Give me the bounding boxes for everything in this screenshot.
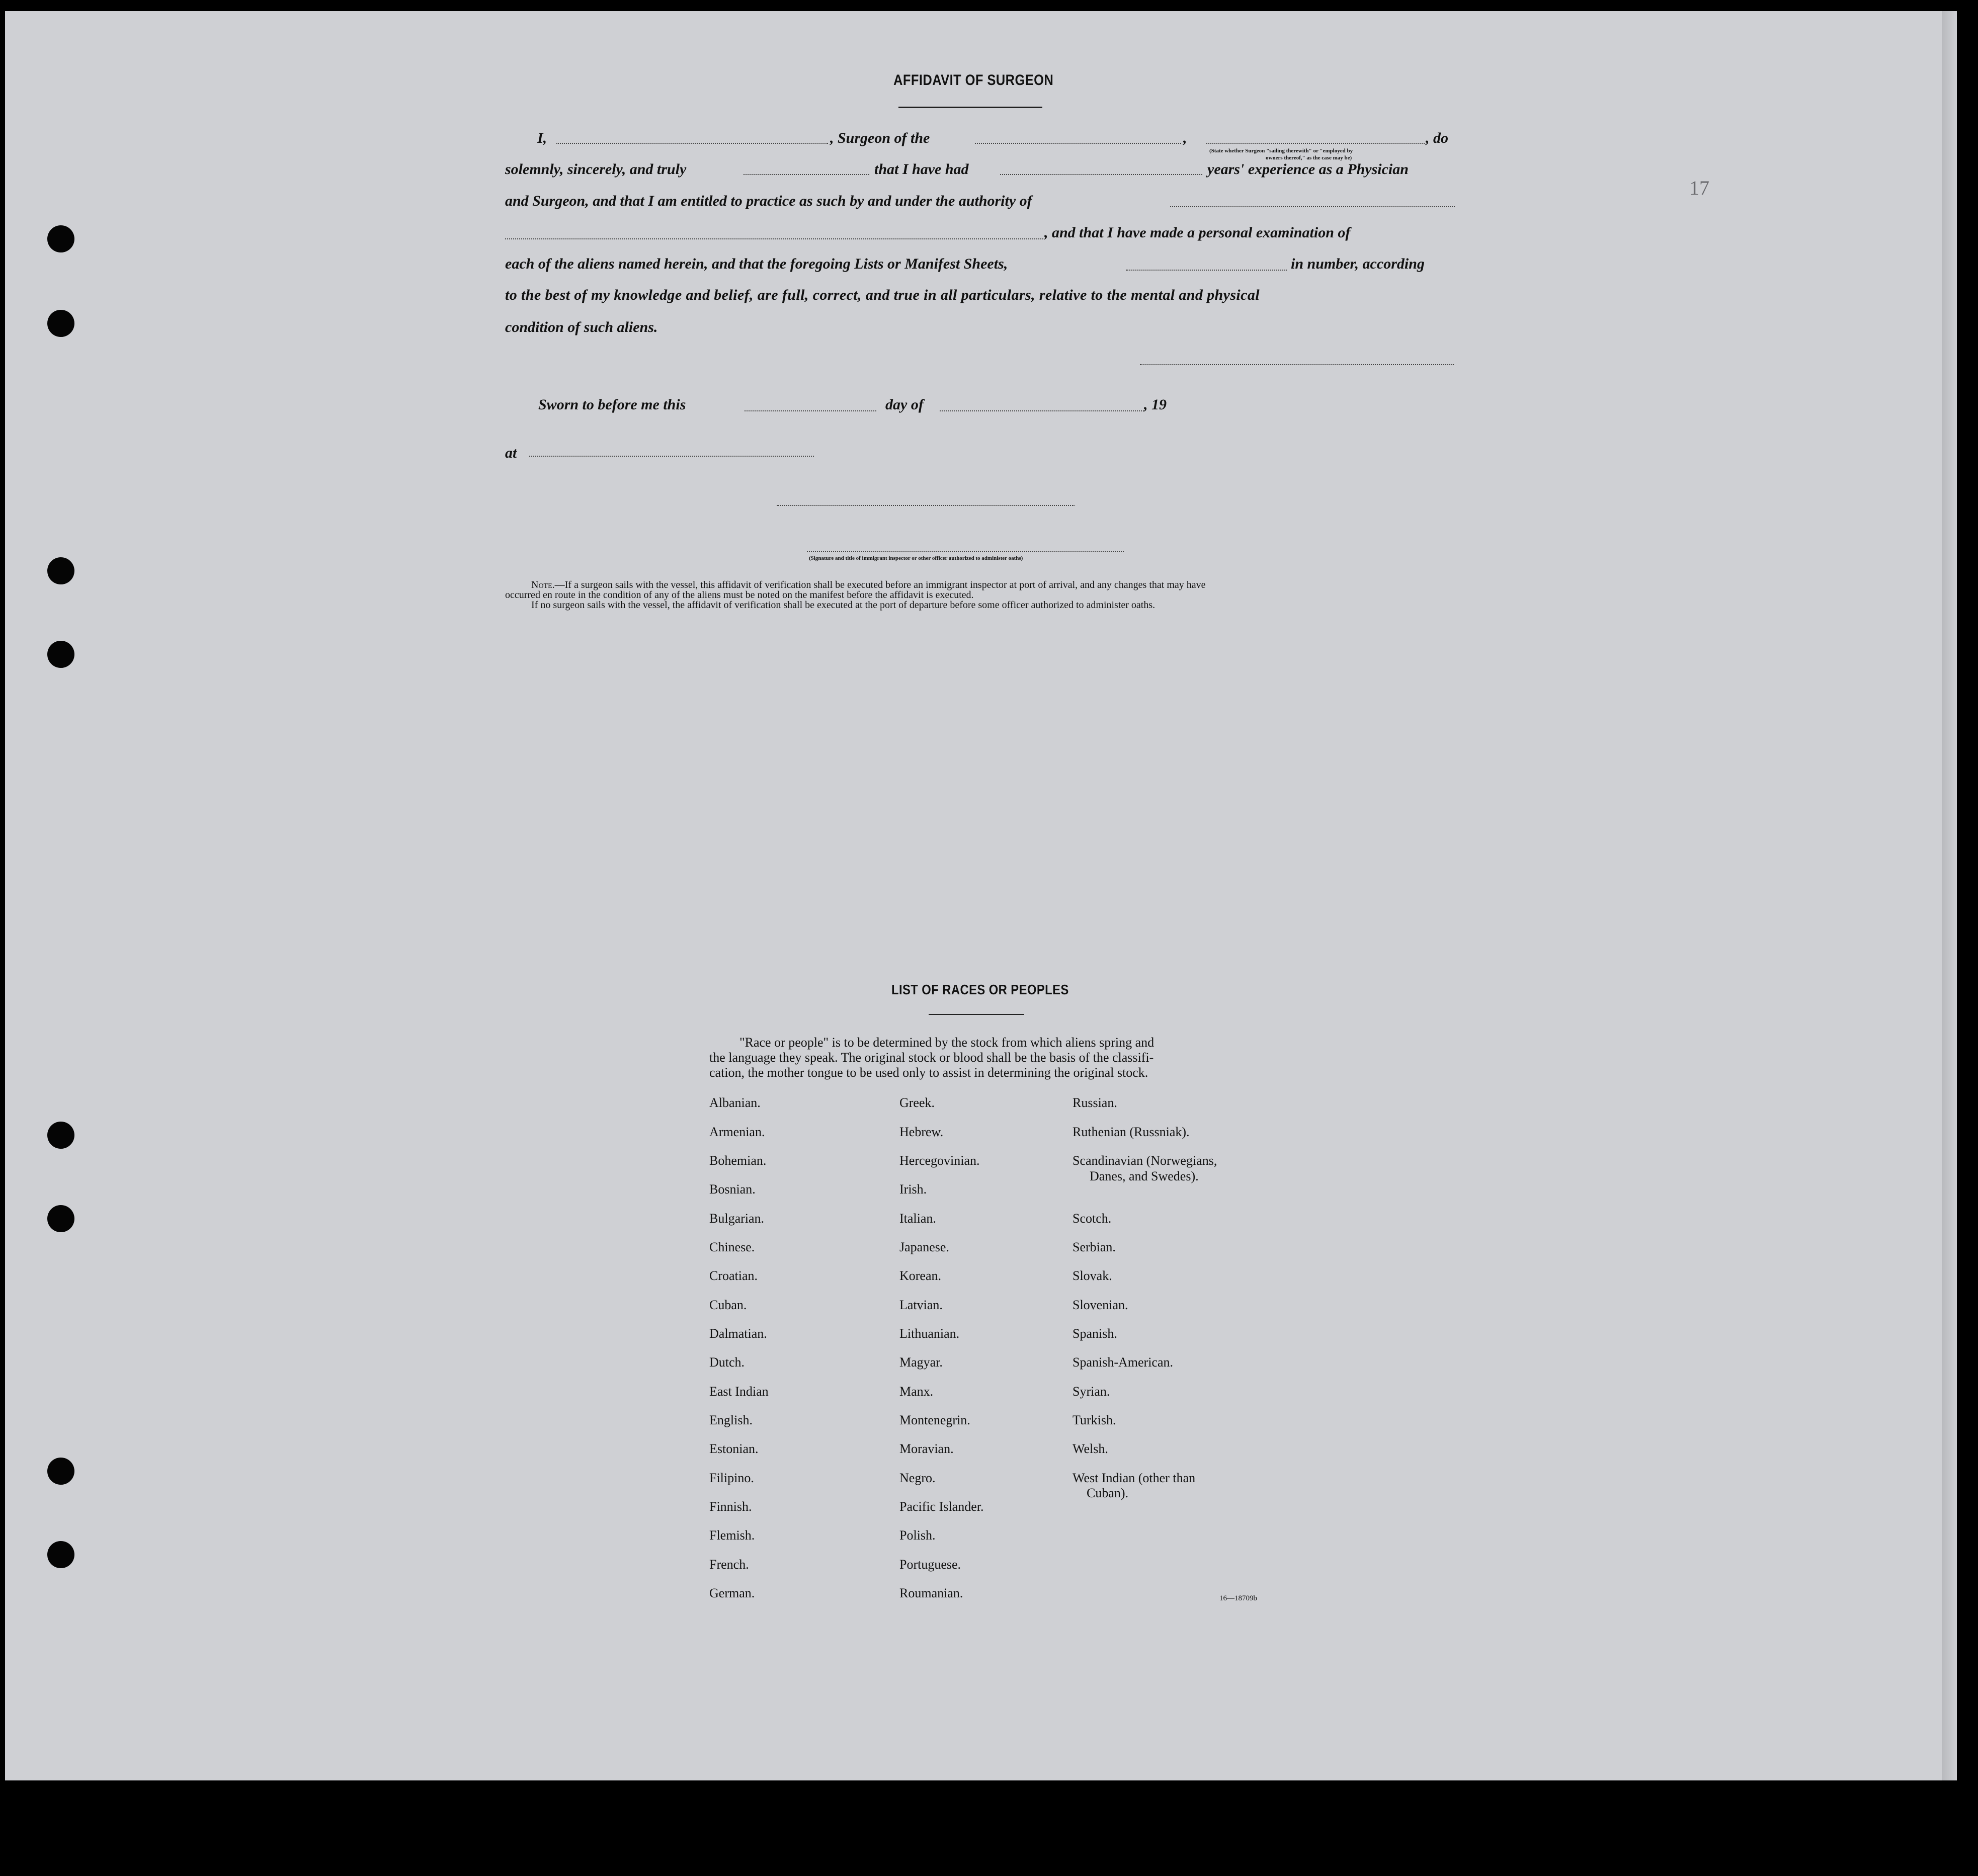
race-item: Filipino. bbox=[709, 1471, 754, 1485]
officer-signature-field[interactable] bbox=[777, 505, 1075, 506]
affidavit-line1-surgeon: , Surgeon of the bbox=[830, 130, 930, 146]
race-item: Turkish. bbox=[1073, 1413, 1116, 1427]
binder-hole bbox=[47, 225, 74, 252]
race-item: Magyar. bbox=[899, 1355, 943, 1370]
vessel-name-field[interactable] bbox=[975, 143, 1181, 144]
affidavit-line7: condition of such aliens. bbox=[505, 319, 658, 335]
affidavit-line1-i: I, bbox=[537, 130, 547, 146]
binder-hole bbox=[47, 1205, 74, 1232]
affidavit-line2-had: that I have had bbox=[874, 161, 969, 178]
race-item: Serbian. bbox=[1073, 1240, 1116, 1254]
race-item: Scandinavian (Norwegians, bbox=[1073, 1153, 1217, 1168]
race-item: Bohemian. bbox=[709, 1153, 767, 1168]
form-page bbox=[5, 11, 1951, 1780]
affidavit-line2-solemnly: solemnly, sincerely, and truly bbox=[505, 161, 687, 178]
race-item: Ruthenian (Russniak). bbox=[1073, 1125, 1190, 1139]
race-item: Moravian. bbox=[899, 1441, 954, 1456]
races-intro-1: "Race or people" is to be determined by the stock from which aliens spring and bbox=[739, 1035, 1155, 1050]
authority-field[interactable] bbox=[1170, 206, 1455, 207]
affidavit-line1-comma: , bbox=[1183, 130, 1187, 146]
race-item: Dutch. bbox=[709, 1355, 745, 1370]
affidavit-line3: and Surgeon, and that I am entitled to practice as such by and under the authority of bbox=[505, 193, 1032, 209]
race-item: Danes, and Swedes). bbox=[1090, 1169, 1199, 1183]
race-item: Latvian. bbox=[899, 1298, 943, 1312]
race-item: Roumanian. bbox=[899, 1586, 963, 1600]
race-item: Syrian. bbox=[1073, 1384, 1110, 1399]
sworn-place-field[interactable] bbox=[529, 456, 814, 457]
affidavit-note-line3: If no surgeon sails with the vessel, the affidavit of verification shall be executed at the port of departure before some officer authorized to administer oaths. bbox=[531, 600, 1156, 611]
race-item: Estonian. bbox=[709, 1441, 759, 1456]
race-item: Chinese. bbox=[709, 1240, 755, 1254]
race-item: Albanian. bbox=[709, 1095, 761, 1110]
surgeon-status-field[interactable] bbox=[1206, 143, 1425, 144]
race-item: German. bbox=[709, 1586, 755, 1600]
affidavit-line2-years: years' experience as a Physician bbox=[1207, 161, 1409, 178]
race-item: English. bbox=[709, 1413, 753, 1427]
form-number: 16—18709b bbox=[1219, 1594, 1257, 1602]
years-experience-field[interactable] bbox=[1000, 174, 1202, 175]
race-item: Irish. bbox=[899, 1182, 927, 1197]
title-underline bbox=[898, 107, 1042, 108]
race-item: Russian. bbox=[1073, 1095, 1117, 1110]
binder-hole bbox=[47, 557, 74, 584]
race-item: Portuguese. bbox=[899, 1557, 961, 1572]
sworn-day-of: day of bbox=[885, 396, 924, 413]
affidavit-line6: to the best of my knowledge and belief, are full, correct, and true in all particulars, relative to the mental and physical bbox=[505, 287, 1260, 303]
binder-hole bbox=[47, 641, 74, 668]
race-item: Japanese. bbox=[899, 1240, 949, 1254]
race-item: French. bbox=[709, 1557, 749, 1572]
binder-hole bbox=[47, 310, 74, 337]
surgeon-signature-field[interactable] bbox=[1140, 364, 1454, 365]
race-item: Bosnian. bbox=[709, 1182, 756, 1197]
officer-title-field[interactable] bbox=[807, 551, 1124, 552]
race-item: Slovenian. bbox=[1073, 1298, 1128, 1312]
at-label: at bbox=[505, 445, 517, 461]
race-item: East Indian bbox=[709, 1384, 769, 1399]
note-text: —If a surgeon sails with the vessel, this affidavit of verification shall be executed before an immigrant inspector at port of arrival, and any changes that may have bbox=[554, 579, 1206, 590]
race-item: Manx. bbox=[899, 1384, 934, 1399]
race-item: Spanish. bbox=[1073, 1326, 1117, 1341]
affidavit-title: AFFIDAVIT OF SURGEON bbox=[893, 72, 1054, 89]
surgeon-status-note-2: owners thereof," as the case may be) bbox=[1266, 155, 1352, 161]
page-edge bbox=[1942, 11, 1957, 1780]
binder-hole bbox=[47, 1122, 74, 1149]
race-item: Finnish. bbox=[709, 1499, 752, 1514]
signature-caption: (Signature and title of immigrant inspector or other officer authorized to administer oaths) bbox=[809, 555, 1023, 561]
race-item: Lithuanian. bbox=[899, 1326, 960, 1341]
surgeon-status-note-1: (State whether Surgeon "sailing therewith" or "employed by bbox=[1209, 148, 1353, 154]
race-item: Korean. bbox=[899, 1268, 942, 1283]
note-label: Note. bbox=[531, 579, 555, 590]
binder-hole bbox=[47, 1458, 74, 1485]
sworn-day-field[interactable] bbox=[745, 410, 876, 411]
races-intro-2: the language they speak. The original stock or blood shall be the basis of the classifi- bbox=[709, 1050, 1154, 1065]
race-item: Scotch. bbox=[1073, 1211, 1112, 1226]
races-intro-3: cation, the mother tongue to be used only to assist in determining the original stock. bbox=[709, 1065, 1148, 1080]
affidavit-line5-number: in number, according bbox=[1291, 255, 1425, 272]
race-item: Spanish-American. bbox=[1073, 1355, 1174, 1370]
race-item: Polish. bbox=[899, 1528, 936, 1543]
race-item: Croatian. bbox=[709, 1268, 758, 1283]
surgeon-name-field[interactable] bbox=[556, 143, 828, 144]
race-item: Hebrew. bbox=[899, 1125, 944, 1139]
sworn-year: , 19 bbox=[1144, 396, 1167, 413]
race-item: Cuban. bbox=[709, 1298, 747, 1312]
race-item: Montenegrin. bbox=[899, 1413, 970, 1427]
sworn-label: Sworn to before me this bbox=[538, 396, 686, 413]
affidavit-note-line1 bbox=[531, 579, 1206, 590]
race-item: Welsh. bbox=[1073, 1441, 1108, 1456]
affidavit-line4: , and that I have made a personal examination of bbox=[1044, 224, 1351, 241]
sheet-count-field[interactable] bbox=[1126, 270, 1287, 271]
race-item: Slovak. bbox=[1073, 1268, 1112, 1283]
handwritten-page-number: 17 bbox=[1689, 177, 1709, 199]
race-item: Pacific Islander. bbox=[899, 1499, 984, 1514]
affidavit-line1-do: , do bbox=[1426, 130, 1448, 146]
sworn-month-field[interactable] bbox=[940, 410, 1144, 411]
affidavit-note-line2: occurred en route in the condition of any of the aliens must be noted on the manifest before the affidavit is executed. bbox=[505, 589, 974, 601]
race-item: Flemish. bbox=[709, 1528, 755, 1543]
races-title: LIST OF RACES OR PEOPLES bbox=[891, 982, 1069, 997]
race-item: Armenian. bbox=[709, 1125, 765, 1139]
race-item: Greek. bbox=[899, 1095, 935, 1110]
authority-field-continued[interactable] bbox=[505, 238, 1043, 239]
oath-type-field[interactable] bbox=[744, 174, 869, 175]
race-item: West Indian (other than bbox=[1073, 1471, 1196, 1485]
race-item: Negro. bbox=[899, 1471, 936, 1485]
races-title-underline bbox=[929, 1014, 1024, 1015]
race-item: Dalmatian. bbox=[709, 1326, 767, 1341]
race-item: Bulgarian. bbox=[709, 1211, 765, 1226]
race-item: Italian. bbox=[899, 1211, 936, 1226]
race-item: Cuban). bbox=[1087, 1486, 1129, 1500]
race-item: Hercegovinian. bbox=[899, 1153, 980, 1168]
binder-hole bbox=[47, 1541, 74, 1568]
affidavit-line5: each of the aliens named herein, and that the foregoing Lists or Manifest Sheets, bbox=[505, 255, 1008, 272]
